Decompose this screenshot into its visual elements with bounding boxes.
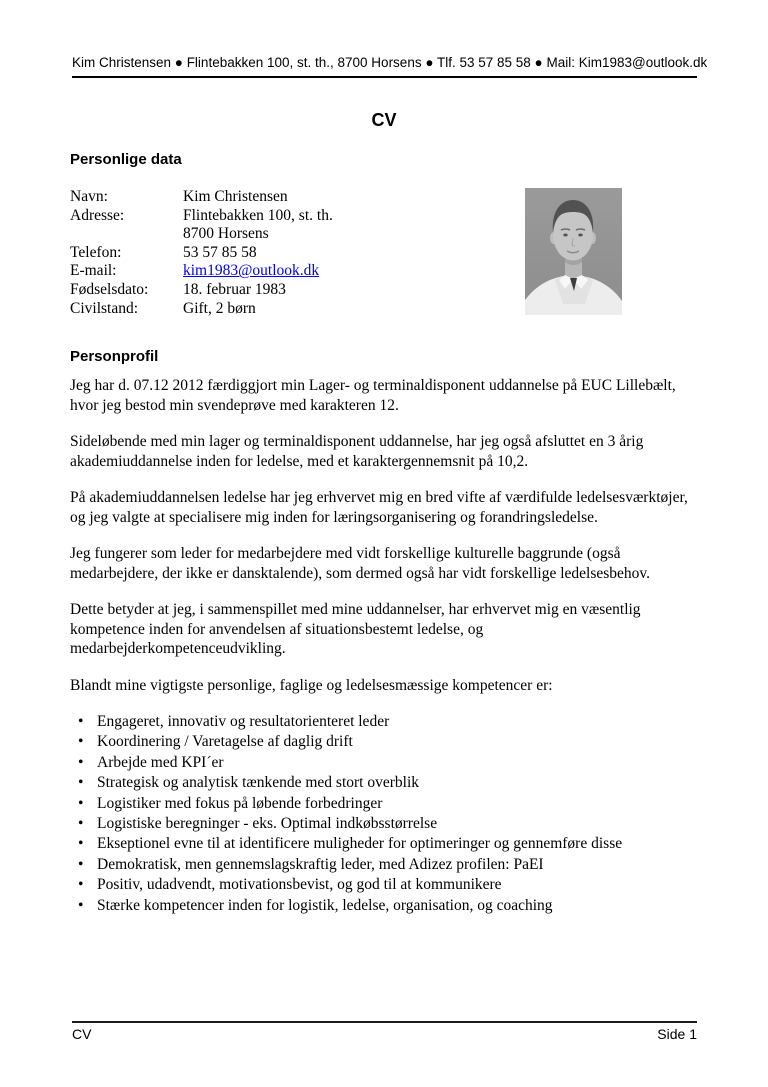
bullet-icon: • xyxy=(78,733,84,751)
list-item-text: Stærke kompetencer inden for logistik, ledelse, organisation, og coaching xyxy=(97,896,553,914)
bullet-icon: • xyxy=(78,753,84,771)
section-heading-profile: Personprofil xyxy=(70,348,159,365)
field-value xyxy=(183,262,319,281)
list-item xyxy=(70,712,702,732)
list-item-text: Koordinering / Varetagelse af daglig drift xyxy=(97,733,353,751)
list-item xyxy=(70,794,702,814)
data-row-address-line2 xyxy=(70,225,510,244)
list-item-text: Strategisk og analytisk tænkende med stort overblik xyxy=(97,774,420,792)
field-value: 8700 Horsens xyxy=(183,225,269,243)
data-row-name xyxy=(70,188,510,207)
list-item xyxy=(70,875,702,895)
list-item-text: Arbejde med KPI´er xyxy=(97,753,224,771)
document-footer xyxy=(72,1021,697,1042)
profile-paragraph: Dette betyder at jeg, i sammenspillet med mine uddannelser, har erhvervet mig en væsentlig kompetence inden for anvendelsen af situationsbestemt ledelse, og medarbejderkompetenceudvikling. xyxy=(70,601,641,657)
list-item-text: Positiv, udadvendt, motivationsbevist, og god til at kommunikere xyxy=(97,876,502,894)
field-label: Navn: xyxy=(70,188,108,205)
list-item-text: Logistiske beregninger - eks. Optimal indkøbsstørrelse xyxy=(97,815,438,833)
list-item-text: Demokratisk, men gennemslagskraftig leder, med Adizez profilen: PaEI xyxy=(97,855,544,873)
section-heading-personal-data: Personlige data xyxy=(70,151,182,168)
document-header xyxy=(72,54,708,78)
field-value: 18. februar 1983 xyxy=(183,280,286,298)
list-item xyxy=(70,855,702,875)
list-item xyxy=(70,814,702,834)
competence-bullet-list xyxy=(70,712,702,916)
data-row-birthdate xyxy=(70,281,510,300)
list-item xyxy=(70,896,702,916)
bullet-icon: • xyxy=(78,815,84,833)
field-label: Fødselsdato: xyxy=(70,280,149,298)
field-label: Telefon: xyxy=(70,243,122,261)
footer-page-number: Side 1 xyxy=(657,1026,697,1042)
bullet-icon: • xyxy=(78,896,84,914)
bullet-icon: • xyxy=(78,774,84,792)
field-value: Gift, 2 børn xyxy=(183,299,256,317)
field-value: Flintebakken 100, st. th. xyxy=(183,206,333,224)
profile-paragraph: Blandt mine vigtigste personlige, faglige og ledelsesmæssige kompetencer er: xyxy=(70,676,553,694)
data-row-address xyxy=(70,207,510,226)
bullet-icon: • xyxy=(78,876,84,894)
personal-data-grid xyxy=(70,188,510,318)
list-item xyxy=(70,834,702,854)
bullet-icon: • xyxy=(78,855,84,873)
bullet-icon: • xyxy=(78,835,84,853)
data-row-phone xyxy=(70,244,510,263)
page-title: CV xyxy=(371,110,397,130)
bullet-icon: • xyxy=(78,794,84,812)
field-label: Adresse: xyxy=(70,206,125,224)
bullet-icon: • xyxy=(78,713,84,730)
profile-text-block xyxy=(70,376,702,916)
profile-paragraph: Sideløbende med min lager og terminaldisponent uddannelse, har jeg også afsluttet en 3 årig akademiuddannelse inden for ledelse, med et karaktergennemsnit på 10,2. xyxy=(70,433,644,470)
field-label: E-mail: xyxy=(70,262,117,280)
profile-paragraph: Jeg har d. 07.12 2012 færdiggjort min Lager- og terminaldisponent uddannelse på EUC Lillebælt, hvor jeg bestod min svendeprøve med karakteren 12. xyxy=(70,377,676,414)
field-label: Civilstand: xyxy=(70,299,139,317)
profile-paragraph: På akademiuddannelsen ledelse har jeg erhvervet mig en bred vifte af værdifulde ledelsesværktøjer, og jeg valgte at specialisere mig inden for læringsorganisering og forandringsledelse. xyxy=(70,489,688,526)
data-row-marital-status xyxy=(70,300,510,319)
list-item-text: Engageret, innovativ og resultatorienteret leder xyxy=(97,713,390,730)
list-item-text: Ekseptionel evne til at identificere muligheder for optimeringer og gennemføre disse xyxy=(97,835,623,853)
list-item xyxy=(70,753,702,773)
header-contact-line: Kim Christensen ● Flintebakken 100, st. th., 8700 Horsens ● Tlf. 53 57 85 58 ● Mail: Kim1983@outlook.dk xyxy=(72,55,708,70)
email-link[interactable]: kim1983@outlook.dk xyxy=(183,262,320,280)
portrait-photo xyxy=(525,188,622,315)
list-item xyxy=(70,732,702,752)
footer-left-text: CV xyxy=(72,1026,92,1042)
portrait-photo-image xyxy=(525,188,622,315)
profile-paragraph: Jeg fungerer som leder for medarbejdere med vidt forskellige kulturelle baggrunde (også medarbejdere, der ikke er dansktalende), som dermed også har vidt forskellige ledelsesbehov. xyxy=(70,545,651,582)
field-label xyxy=(70,225,183,244)
data-row-email xyxy=(70,262,510,281)
list-item xyxy=(70,773,702,793)
list-item-text: Logistiker med fokus på løbende forbedringer xyxy=(97,794,383,812)
field-value: Kim Christensen xyxy=(183,188,288,205)
field-value: 53 57 85 58 xyxy=(183,243,257,261)
